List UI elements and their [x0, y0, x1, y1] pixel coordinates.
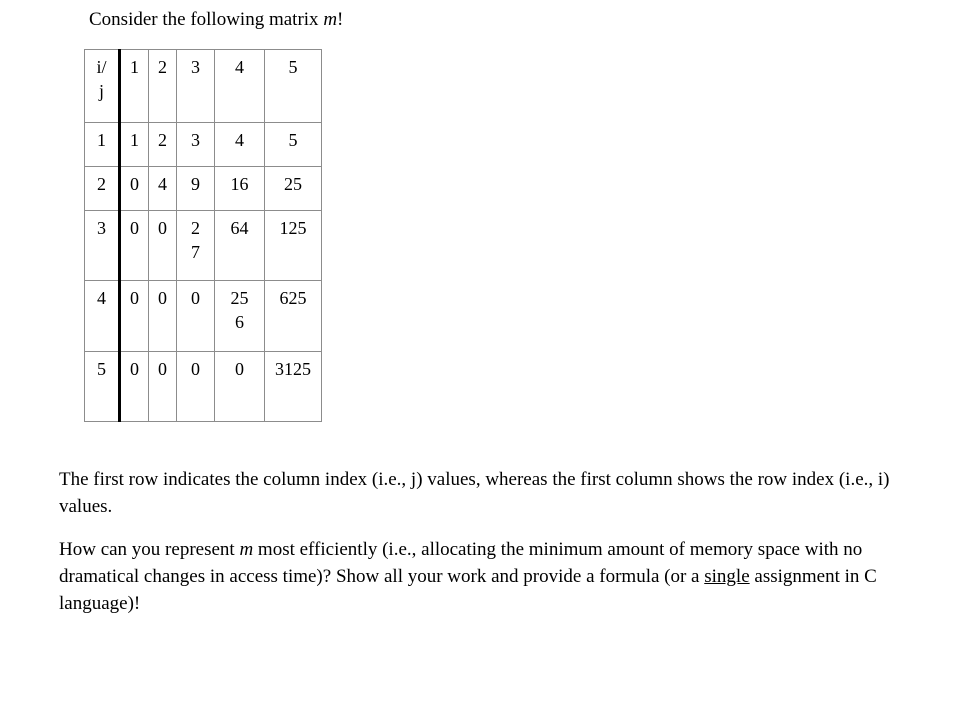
matrix-cell: 4 — [149, 167, 177, 211]
paragraph-question — [59, 536, 929, 617]
table-row — [85, 167, 322, 211]
matrix-cell: 64 — [215, 211, 265, 281]
matrix-cell: 9 — [177, 167, 215, 211]
col-header: 2 — [149, 50, 177, 123]
matrix-cell: 0 — [215, 352, 265, 422]
header-row — [85, 50, 322, 123]
table-row — [85, 281, 322, 352]
matrix-cell: 0 — [149, 281, 177, 352]
question-text-middle: most efficiently (i.e., allocating the minimum amount of memory space with no dramatical changes in access time)? Show all your work and provide a formula (or a — [59, 539, 863, 587]
matrix-cell: 5 — [265, 123, 322, 167]
matrix-cell: 1 — [120, 123, 149, 167]
matrix-variable: m — [239, 539, 254, 560]
matrix-variable: m — [323, 9, 338, 30]
matrix-cell: 16 — [215, 167, 265, 211]
col-header: 5 — [265, 50, 322, 123]
intro-sentence — [89, 8, 343, 32]
paragraph-indices: The first row indicates the column index (i.e., j) values, whereas the first column shows the row index (i.e., i) values. — [59, 469, 890, 517]
row-index: 5 — [85, 352, 120, 422]
col-header: 3 — [177, 50, 215, 123]
matrix-cell: 0 — [177, 281, 215, 352]
matrix-cell: 0 — [149, 211, 177, 281]
matrix-cell: 3 — [177, 123, 215, 167]
intro-text: Consider the following matrix — [89, 9, 324, 30]
row-index: 4 — [85, 281, 120, 352]
table-row — [85, 211, 322, 281]
row-index: 1 — [85, 123, 120, 167]
underlined-word: single — [704, 566, 750, 587]
matrix-cell: 2 — [149, 123, 177, 167]
col-header: 4 — [215, 50, 265, 123]
table-row — [85, 123, 322, 167]
matrix-cell: 0 — [120, 281, 149, 352]
question-text-end: assignment in C language)! — [59, 566, 877, 614]
matrix-cell: 0 — [120, 167, 149, 211]
matrix-cell: 25 — [265, 167, 322, 211]
matrix-cell: 0 — [177, 352, 215, 422]
matrix-cell: 4 — [215, 123, 265, 167]
col-header: 1 — [120, 50, 149, 123]
intro-end: ! — [337, 9, 344, 30]
matrix-cell: 0 — [120, 211, 149, 281]
matrix-cell: 3125 — [265, 352, 322, 422]
corner-cell: i/j — [85, 50, 120, 123]
matrix-cell: 256 — [215, 281, 265, 352]
matrix-table — [84, 49, 322, 422]
matrix-cell: 125 — [265, 211, 322, 281]
matrix-cell: 0 — [120, 352, 149, 422]
question-text-start: How can you represent — [59, 539, 240, 560]
row-index: 3 — [85, 211, 120, 281]
matrix-cell: 625 — [265, 281, 322, 352]
matrix-cell: 0 — [149, 352, 177, 422]
table-row — [85, 352, 322, 422]
row-index: 2 — [85, 167, 120, 211]
matrix-cell: 27 — [177, 211, 215, 281]
